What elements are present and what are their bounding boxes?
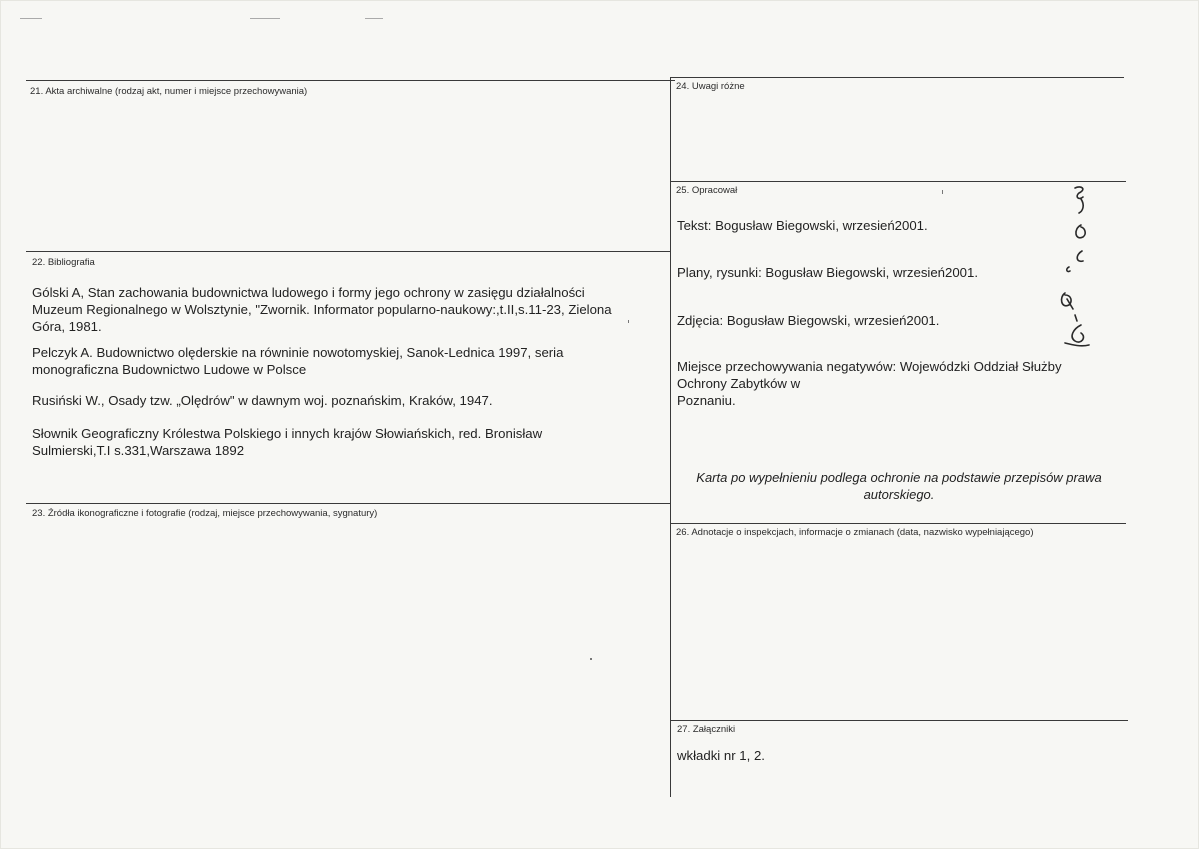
bib-entry-4-line-2: Sulmierski,T.I s.331,Warszawa 1892 <box>32 443 245 458</box>
copyright-note-line-1: Karta po wypełnieniu podlega ochronie na podstawie przepisów prawa <box>696 470 1102 485</box>
divider-top-right <box>670 77 1124 78</box>
negatives-storage-line-1: Miejsce przechowywania negatywów: Wojewódzki Oddział Służby <box>677 359 1062 374</box>
scan-mark <box>250 18 280 19</box>
bib-entry-1-line-2: Muzeum Regionalnego w Wolsztynie, "Zwornik. Informator popularno-naukowy:,t.II,s.11-23, Zielona <box>32 302 612 317</box>
scan-speck <box>628 320 629 323</box>
section-21-label: 21. Akta archiwalne (rodzaj akt, numer i miejsce przechowywania) <box>30 86 308 97</box>
divider-25 <box>671 181 1126 182</box>
divider-27 <box>671 720 1128 721</box>
author-photos: Zdjęcia: Bogusław Biegowski, wrzesień2001. <box>677 313 940 328</box>
scan-mark <box>365 18 383 19</box>
negatives-storage-line-2: Ochrony Zabytków w <box>677 376 801 391</box>
scan-speck <box>942 190 943 194</box>
handwritten-signature <box>1045 185 1105 365</box>
copyright-note-line-2: autorskiego. <box>863 487 935 502</box>
section-25-label: 25. Opracował <box>676 185 738 196</box>
bib-entry-2-line-2: monograficzna Budownictwo Ludowe w Polsce <box>32 362 307 377</box>
divider-vertical <box>670 77 671 797</box>
section-22-label: 22. Bibliografia <box>32 257 95 268</box>
section-24-label: 24. Uwagi różne <box>676 81 745 92</box>
attachments-value: wkładki nr 1, 2. <box>677 748 765 763</box>
section-23-label: 23. Źródła ikonograficzne i fotografie (rodzaj, miejsce przechowywania, sygnatury) <box>32 508 378 519</box>
bib-entry-3-line-1: Rusiński W., Osady tzw. „Olędrów" w dawnym woj. poznańskim, Kraków, 1947. <box>32 393 493 408</box>
scan-speck <box>590 658 592 660</box>
divider-23 <box>26 503 671 504</box>
author-text: Tekst: Bogusław Biegowski, wrzesień2001. <box>677 218 928 233</box>
bib-entry-1-line-3: Góra, 1981. <box>32 319 102 334</box>
divider-top-left <box>26 80 675 81</box>
author-plans: Plany, rysunki: Bogusław Biegowski, wrzesień2001. <box>677 265 979 280</box>
section-27-label: 27. Załączniki <box>677 724 736 735</box>
divider-22 <box>26 251 671 252</box>
bib-entry-2-line-1: Pelczyk A. Budownictwo olęderskie na równinie nowotomyskiej, Sanok-Lednica 1997, seria <box>32 345 564 360</box>
section-26-label: 26. Adnotacje o inspekcjach, informacje o zmianach (data, nazwisko wypełniającego) <box>676 527 1034 538</box>
negatives-storage-line-3: Poznaniu. <box>677 393 736 408</box>
scan-mark <box>20 18 42 19</box>
bib-entry-4-line-1: Słownik Geograficzny Królestwa Polskiego i innych krajów Słowiańskich, red. Bronisław <box>32 426 543 441</box>
bib-entry-1-line-1: Gólski A, Stan zachowania budownictwa ludowego i formy jego ochrony w zasięgu działalności <box>32 285 585 300</box>
divider-26 <box>671 523 1126 524</box>
